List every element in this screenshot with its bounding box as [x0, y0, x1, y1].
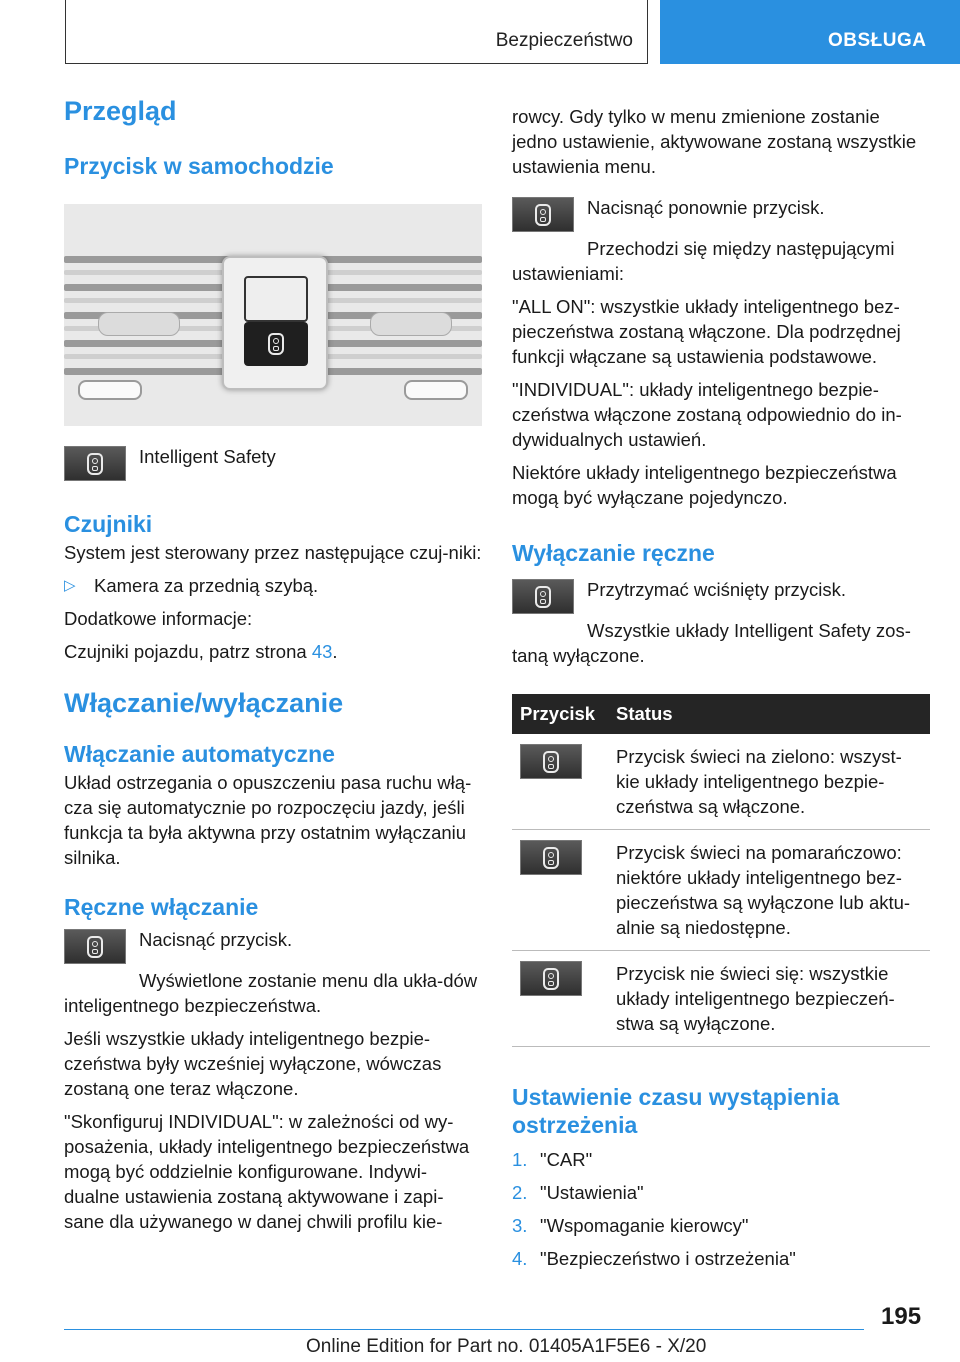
page-title: Przegląd — [64, 96, 177, 126]
continued-text: rowcy. Gdy tylko w menu zmienione zostanie jedno ustawienie, aktywowane zostaną wszystkie ustawienia menu. — [512, 106, 917, 177]
manual-on-step — [64, 927, 482, 964]
press-again-text: Nacisnąć ponownie przycisk. — [587, 197, 825, 218]
page-number: 195 — [881, 1303, 922, 1330]
auto-on-text: Układ ostrzegania o opuszczeniu pasa ruchu włą-cza się automatycznie po rozpoczęciu jazdy, jeśli funkcja ta była aktywna przy ostatnim wyłączaniu silnika. — [64, 772, 472, 868]
intelligent-safety-button-icon — [512, 579, 574, 614]
table-row — [512, 734, 930, 830]
warning-timing-heading: Ustawienie czasu wystąpienia ostrzeżenia — [512, 1084, 840, 1138]
table-cell-icon — [512, 951, 608, 1047]
vent-knob-left — [98, 312, 180, 336]
table-cell-status: Przycisk świeci na pomarańczowo: niektóre układy inteligentnego bez-pieczeństwa są wyłączone lub aktu-alnie są niedostępne. — [608, 830, 930, 951]
reference-text: Czujniki pojazdu, patrz strona — [64, 641, 307, 662]
step-text: "Bezpieczeństwo i ostrzeżenia" — [540, 1248, 796, 1269]
list-item — [512, 1180, 930, 1205]
intelligent-safety-icon — [535, 586, 551, 608]
page-reference-link[interactable]: 43 — [311, 641, 333, 662]
status-table — [512, 694, 930, 1047]
intelligent-safety-icon — [543, 968, 559, 990]
sensors-heading: Czujniki — [64, 511, 153, 537]
step-number: 4. — [512, 1248, 528, 1269]
all-on-text: "ALL ON": wszystkie układy inteligentnego bez-pieczeństwa zostaną włączone. Dla podrzędnej funkcji włączane są ustawienia podstawowe. — [512, 296, 901, 367]
right-column — [512, 104, 930, 1279]
steps-list — [512, 1147, 930, 1271]
vent-grip-left — [78, 380, 142, 400]
hold-text: Przytrzymać wciśnięty przycisk. — [587, 579, 847, 600]
table-row — [512, 830, 930, 951]
console-photo — [64, 204, 482, 426]
caption-row — [64, 444, 482, 481]
page-header — [0, 0, 960, 66]
on-off-heading: Włączanie/wyłączanie — [64, 688, 344, 718]
step-text: "Wspomaganie kierowcy" — [540, 1215, 749, 1236]
left-column — [64, 96, 482, 1234]
intelligent-safety-button-icon — [520, 961, 582, 996]
header-section-title: Bezpieczeństwo — [495, 30, 633, 51]
intelligent-safety-button-icon — [520, 744, 582, 779]
hold-step — [512, 577, 930, 614]
manual-off-heading: Wyłączanie ręczne — [512, 540, 715, 566]
button-upper-panel — [244, 276, 308, 322]
step-text: "Ustawienia" — [540, 1182, 644, 1203]
manual-step-2: Wyświetlone zostanie menu dla ukła-dów inteligentnego bezpieczeństwa. — [64, 970, 478, 1016]
step-number: 3. — [512, 1215, 528, 1236]
step-number: 1. — [512, 1149, 528, 1170]
individual-text: "INDIVIDUAL": układy inteligentnego bezpie-czeństwa włączone zostaną odpowiednio do in-dywidualnych ustawień. — [512, 379, 902, 450]
manual-on-heading: Ręczne włączanie — [64, 894, 259, 920]
manual-text-2: Jeśli wszystkie układy inteligentnego bezpie-czeństwa były wcześniej wyłączone, wówczas zostaną one teraz włączone. — [64, 1028, 442, 1099]
table-header-row — [512, 694, 930, 734]
sensors-text: System jest sterowany przez następujące czuj-niki: — [64, 542, 482, 563]
intelligent-safety-icon — [268, 333, 284, 355]
intelligent-safety-icon — [535, 204, 551, 226]
vent-knob-right — [370, 312, 452, 336]
intelligent-safety-button-icon — [64, 929, 126, 964]
some-systems-text: Niektóre układy inteligentnego bezpieczeństwa mogą być wyłączane pojedynczo. — [512, 462, 897, 508]
list-item — [512, 1246, 930, 1271]
vent-grip-right — [404, 380, 468, 400]
table-cell-icon — [512, 734, 608, 830]
table-cell-status: Przycisk świeci na zielono: wszyst-kie układy inteligentnego bezpie-czeństwa są włączone. — [608, 734, 930, 830]
bullet-triangle-icon: ▷ — [64, 577, 76, 594]
reference-period: . — [332, 641, 338, 662]
manual-step-1: Nacisnąć przycisk. — [139, 929, 293, 950]
manual-text-3: "Skonfiguruj INDIVIDUAL": w zależności od wy-posażenia, układy inteligentnego bezpieczeństwa mogą być oddzielnie konfigurowane. Indywi-dualne ustawienia zostaną aktywowane i zapi-sane dla używanego w danej chwili profilu kie- — [64, 1111, 470, 1232]
footer-rule — [64, 1329, 864, 1330]
auto-on-heading: Włączanie automatyczne — [64, 741, 335, 767]
table-cell-icon — [512, 830, 608, 951]
table-cell-status: Przycisk nie świeci się: wszystkie układy inteligentnego bezpieczeń-stwa są wyłączone. — [608, 951, 930, 1047]
footer-edition: Online Edition for Part no. 01405A1F5E6 - X/20 — [306, 1336, 707, 1357]
step-text: "CAR" — [540, 1149, 593, 1170]
intelligent-safety-icon — [87, 453, 103, 475]
press-again-step — [512, 195, 930, 232]
button-in-car-heading: Przycisk w samochodzie — [64, 153, 334, 179]
cycles-text: Przechodzi się między następującymi ustawieniami: — [512, 238, 895, 284]
reference-line — [64, 639, 482, 664]
table-row — [512, 951, 930, 1047]
table-header-status: Status — [608, 694, 930, 734]
intelligent-safety-button-icon — [512, 197, 574, 232]
intelligent-safety-icon — [87, 936, 103, 958]
list-item — [64, 573, 482, 598]
header-frame — [65, 0, 648, 64]
intelligent-safety-button-photo — [244, 322, 308, 366]
caption-text: Intelligent Safety — [139, 446, 276, 467]
header-chapter-tab: OBSŁUGA — [660, 0, 960, 64]
more-info-label: Dodatkowe informacje: — [64, 608, 253, 629]
intelligent-safety-button-icon — [520, 840, 582, 875]
table-header-button: Przycisk — [512, 694, 608, 734]
button-frame — [222, 256, 328, 390]
step-number: 2. — [512, 1182, 528, 1203]
list-item — [512, 1147, 930, 1172]
list-item — [512, 1213, 930, 1238]
intelligent-safety-icon — [543, 847, 559, 869]
sensors-bullet-text: Kamera za przednią szybą. — [94, 575, 319, 596]
intelligent-safety-icon — [543, 751, 559, 773]
all-off-text: Wszystkie układy Intelligent Safety zos-taną wyłączone. — [512, 620, 911, 666]
intelligent-safety-button-icon — [64, 446, 126, 481]
